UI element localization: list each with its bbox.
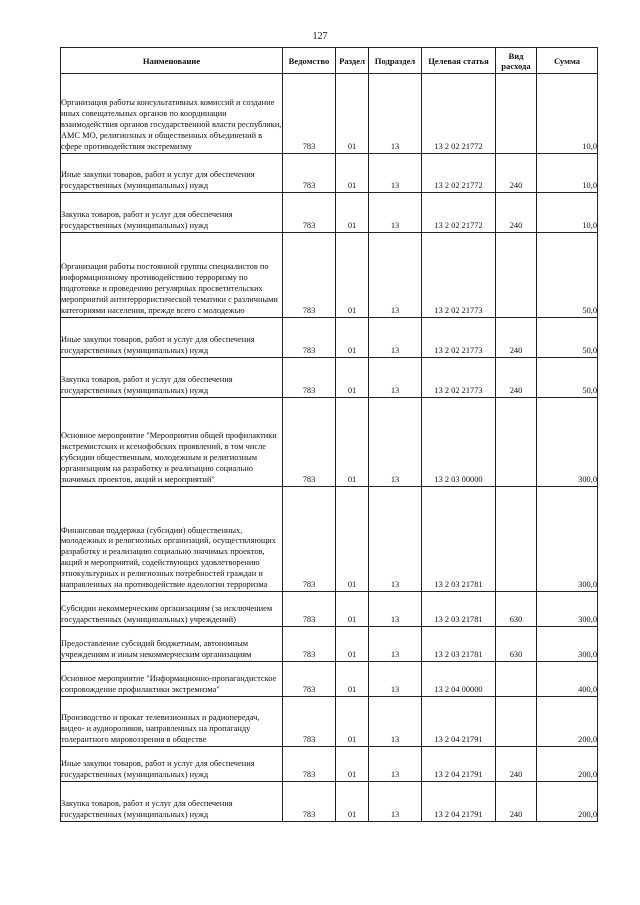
- cell-name: Закупка товаров, работ и услуг для обеспечения государственных (муниципальных) нужд: [61, 193, 283, 233]
- cell-ministry: 783: [283, 154, 336, 193]
- table-row: [61, 662, 598, 697]
- cell-section: 01: [336, 592, 369, 627]
- cell-target-article: 13 2 02 21772: [422, 193, 496, 233]
- cell-sum: 10,0: [537, 193, 598, 233]
- cell-name: Субсидии некоммерческим организациям (за исключением государственных (муниципальных) учреждений): [61, 592, 283, 627]
- cell-expense-type: 240: [496, 782, 537, 822]
- header-expense-type: Вид расхода: [496, 48, 537, 74]
- cell-sum: 10,0: [537, 74, 598, 154]
- cell-subsection: 13: [369, 193, 422, 233]
- cell-ministry: 783: [283, 592, 336, 627]
- cell-expense-type: [496, 74, 537, 154]
- cell-expense-type: 240: [496, 318, 537, 358]
- header-section: Раздел: [336, 48, 369, 74]
- cell-sum: 300,0: [537, 627, 598, 662]
- cell-subsection: 13: [369, 318, 422, 358]
- header-sum: Сумма: [537, 48, 598, 74]
- table-row: [61, 358, 598, 398]
- cell-target-article: 13 2 04 21791: [422, 697, 496, 747]
- cell-section: 01: [336, 233, 369, 318]
- cell-name: Иные закупки товаров, работ и услуг для обеспечения государственных (муниципальных) нужд: [61, 154, 283, 193]
- cell-section: 01: [336, 747, 369, 782]
- page-number: 127: [312, 31, 328, 42]
- cell-name: Финансовая поддержка (субсидии) общественных, молодежных и религиозных организаций, осуществляющих разработку и реализацию социально значимых проектов, акций и мероприятий, содействующих удовлетворению этнокультурных и религиозных потребностей граждан и направленных на противодействие идеологии терроризма: [61, 487, 283, 592]
- table-row: [61, 74, 598, 154]
- cell-sum: 50,0: [537, 358, 598, 398]
- cell-sum: 10,0: [537, 154, 598, 193]
- cell-target-article: 13 2 02 21773: [422, 318, 496, 358]
- table-row: [61, 782, 598, 822]
- cell-ministry: 783: [283, 318, 336, 358]
- cell-section: 01: [336, 398, 369, 487]
- cell-sum: 50,0: [537, 318, 598, 358]
- cell-subsection: 13: [369, 782, 422, 822]
- cell-sum: 400,0: [537, 662, 598, 697]
- table-row: [61, 487, 598, 592]
- cell-ministry: 783: [283, 398, 336, 487]
- cell-section: 01: [336, 318, 369, 358]
- cell-ministry: 783: [283, 662, 336, 697]
- cell-target-article: 13 2 03 00000: [422, 398, 496, 487]
- table-row: [61, 398, 598, 487]
- cell-section: 01: [336, 74, 369, 154]
- cell-section: 01: [336, 627, 369, 662]
- cell-target-article: 13 2 04 21791: [422, 747, 496, 782]
- cell-subsection: 13: [369, 233, 422, 318]
- cell-name: Организация работы постоянной группы специалистов по информационному противодействию терроризму по подготовке и проведению регулярных просветительских мероприятий антитеррористической тематики с различными категориями населения, прежде всего с молодежью: [61, 233, 283, 318]
- cell-name: Иные закупки товаров, работ и услуг для обеспечения государственных (муниципальных) нужд: [61, 318, 283, 358]
- cell-sum: 50,0: [537, 233, 598, 318]
- cell-subsection: 13: [369, 697, 422, 747]
- cell-subsection: 13: [369, 627, 422, 662]
- cell-sum: 300,0: [537, 398, 598, 487]
- cell-target-article: 13 2 03 21781: [422, 487, 496, 592]
- table-row: [61, 627, 598, 662]
- cell-subsection: 13: [369, 398, 422, 487]
- cell-subsection: 13: [369, 74, 422, 154]
- cell-ministry: 783: [283, 627, 336, 662]
- cell-sum: 200,0: [537, 782, 598, 822]
- cell-expense-type: 240: [496, 358, 537, 398]
- cell-subsection: 13: [369, 747, 422, 782]
- cell-target-article: 13 2 04 00000: [422, 662, 496, 697]
- table-row: [61, 233, 598, 318]
- cell-subsection: 13: [369, 487, 422, 592]
- cell-target-article: 13 2 02 21772: [422, 74, 496, 154]
- cell-name: Производство и прокат телевизионных и радиопередач, видео- и аудиороликов, направленных на пропаганду толерантного мировоззрения в обществе: [61, 697, 283, 747]
- cell-section: 01: [336, 154, 369, 193]
- cell-ministry: 783: [283, 193, 336, 233]
- table-body: [61, 74, 598, 822]
- cell-subsection: 13: [369, 154, 422, 193]
- cell-sum: 300,0: [537, 487, 598, 592]
- header-target-article: Целевая статья: [422, 48, 496, 74]
- cell-target-article: 13 2 02 21773: [422, 358, 496, 398]
- cell-section: 01: [336, 697, 369, 747]
- cell-section: 01: [336, 358, 369, 398]
- cell-expense-type: [496, 697, 537, 747]
- budget-table: [60, 47, 598, 822]
- cell-section: 01: [336, 193, 369, 233]
- cell-name: Закупка товаров, работ и услуг для обеспечения государственных (муниципальных) нужд: [61, 358, 283, 398]
- cell-expense-type: [496, 487, 537, 592]
- table-row: [61, 697, 598, 747]
- cell-section: 01: [336, 487, 369, 592]
- cell-expense-type: [496, 398, 537, 487]
- cell-section: 01: [336, 662, 369, 697]
- cell-expense-type: 630: [496, 627, 537, 662]
- cell-subsection: 13: [369, 358, 422, 398]
- cell-expense-type: 630: [496, 592, 537, 627]
- cell-target-article: 13 2 02 21772: [422, 154, 496, 193]
- cell-sum: 300,0: [537, 592, 598, 627]
- cell-ministry: 783: [283, 782, 336, 822]
- cell-expense-type: [496, 662, 537, 697]
- cell-expense-type: 240: [496, 154, 537, 193]
- cell-name: Иные закупки товаров, работ и услуг для обеспечения государственных (муниципальных) нужд: [61, 747, 283, 782]
- cell-ministry: 783: [283, 697, 336, 747]
- cell-sum: 200,0: [537, 747, 598, 782]
- cell-ministry: 783: [283, 74, 336, 154]
- cell-sum: 200,0: [537, 697, 598, 747]
- cell-ministry: 783: [283, 487, 336, 592]
- cell-name: Предоставление субсидий бюджетным, автономным учреждениям и иным некоммерческим организациям: [61, 627, 283, 662]
- cell-name: Закупка товаров, работ и услуг для обеспечения государственных (муниципальных) нужд: [61, 782, 283, 822]
- cell-target-article: 13 2 02 21773: [422, 233, 496, 318]
- cell-subsection: 13: [369, 662, 422, 697]
- cell-expense-type: 240: [496, 747, 537, 782]
- cell-target-article: 13 2 03 21781: [422, 592, 496, 627]
- cell-ministry: 783: [283, 233, 336, 318]
- cell-expense-type: [496, 233, 537, 318]
- table-header-row: [61, 48, 598, 74]
- cell-name: Основное мероприятие "Информационно-пропагандистское сопровождение профилактики экстремизма": [61, 662, 283, 697]
- cell-ministry: 783: [283, 747, 336, 782]
- table-row: [61, 318, 598, 358]
- table-row: [61, 592, 598, 627]
- table-row: [61, 154, 598, 193]
- header-subsection: Подраздел: [369, 48, 422, 74]
- header-name: Наименование: [61, 48, 283, 74]
- cell-expense-type: 240: [496, 193, 537, 233]
- cell-target-article: 13 2 04 21791: [422, 782, 496, 822]
- table-row: [61, 193, 598, 233]
- cell-target-article: 13 2 03 21781: [422, 627, 496, 662]
- cell-ministry: 783: [283, 358, 336, 398]
- cell-section: 01: [336, 782, 369, 822]
- cell-name: Основное мероприятие "Мероприятия общей профилактики экстремистских и ксенофобских проявлений, в том числе субсидии общественным, молодежным и религиозным организациям на разработку и реализацию социально значимых проектов, акций и мероприятий": [61, 398, 283, 487]
- table-row: [61, 747, 598, 782]
- cell-name: Организация работы консультативных комиссий и создание иных совещательных органов по координации взаимодействия органов государственной власти республики, АМС МО, религиозных и общественных объединений в сфере противодействия экстремизму: [61, 74, 283, 154]
- cell-subsection: 13: [369, 592, 422, 627]
- header-ministry: Ведомство: [283, 48, 336, 74]
